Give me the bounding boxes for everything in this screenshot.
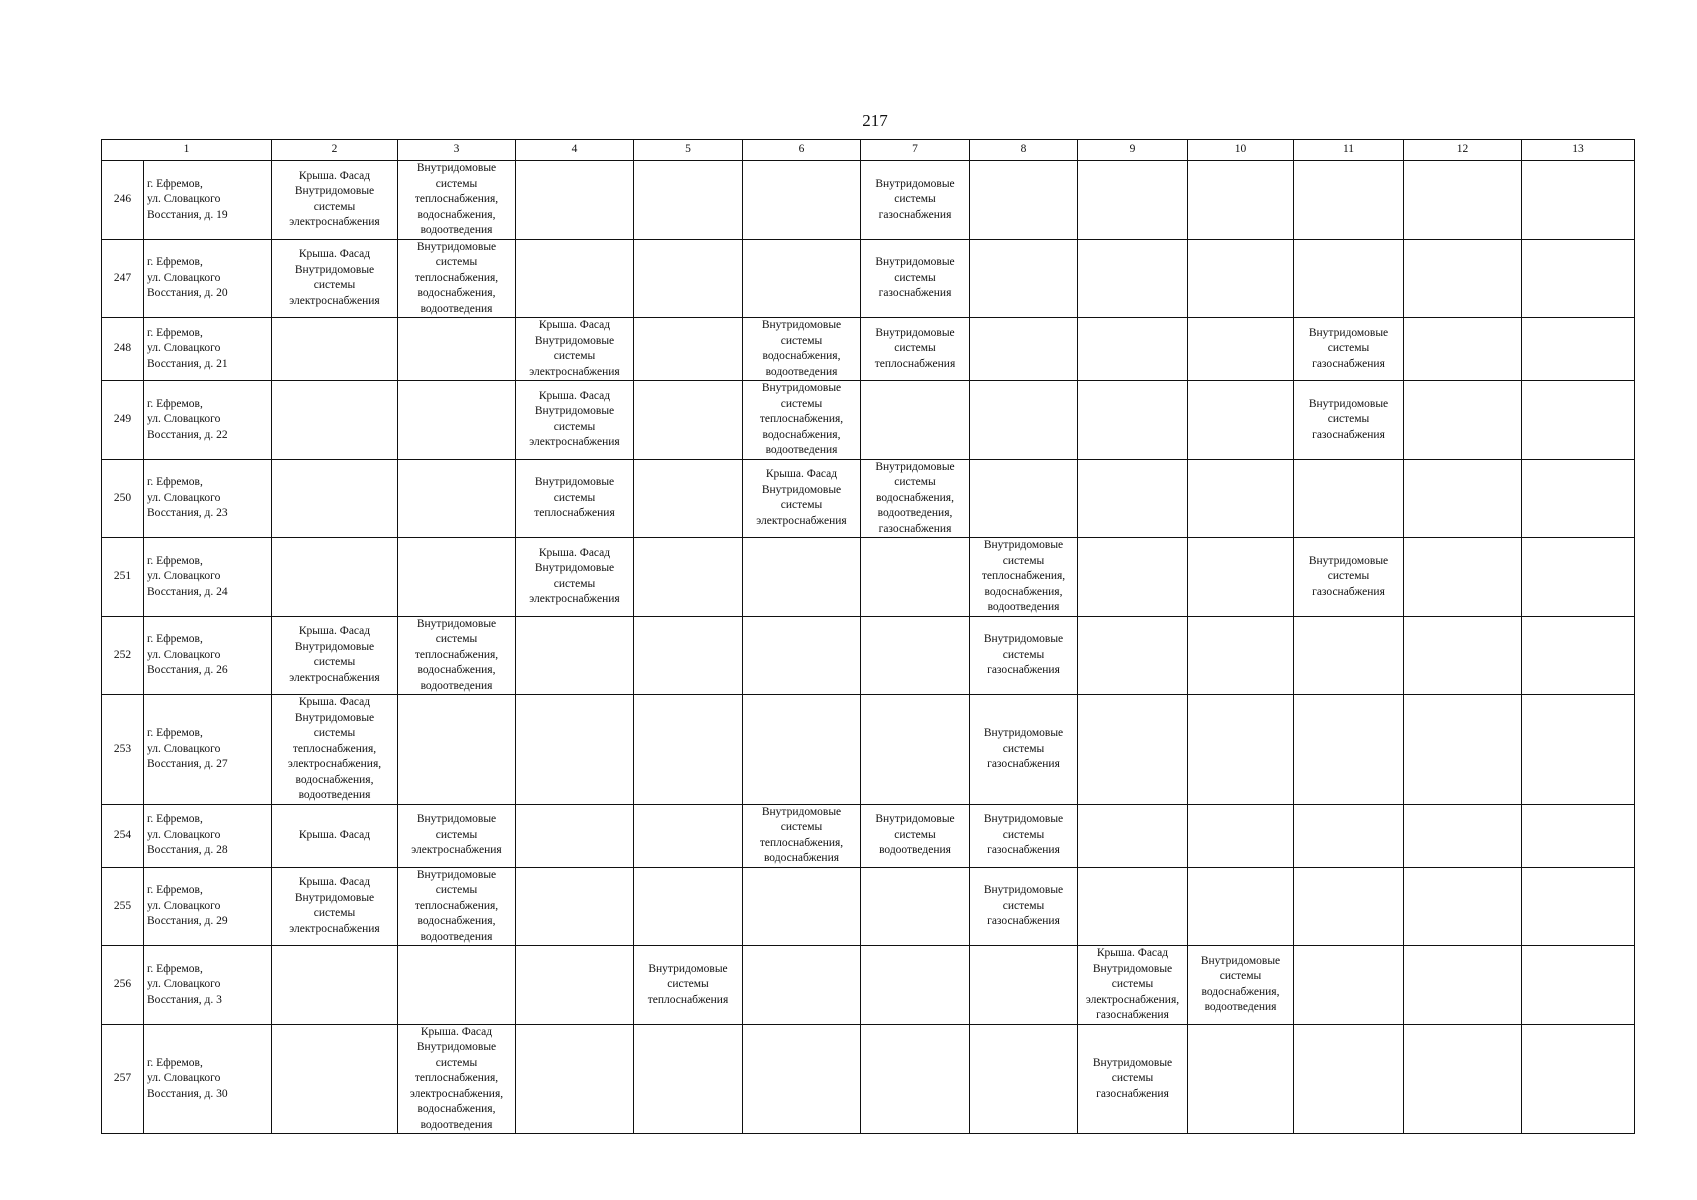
address-text: г. Ефремов, ул. Словацкого Восстания, д. 3 — [147, 962, 222, 1006]
table-cell — [1078, 459, 1188, 538]
table-row — [102, 867, 1635, 946]
table-row — [102, 804, 1635, 867]
table-cell — [1522, 538, 1635, 617]
table-cell — [398, 946, 516, 1025]
address-cell — [144, 804, 272, 867]
cell-text: Внутридомовые системы газоснабжения — [983, 633, 1064, 676]
table-cell — [743, 318, 861, 381]
table-cell — [1404, 318, 1522, 381]
table-cell — [516, 381, 634, 460]
table-cell — [516, 1024, 634, 1134]
table-cell — [1404, 616, 1522, 695]
cell-text: Крыша. Фасад Внутридомовые системы электроснабжения — [289, 625, 380, 684]
table-row — [102, 459, 1635, 538]
page-number: 217 — [862, 111, 888, 130]
table-cell — [1294, 804, 1404, 867]
cell-text: Крыша. Фасад Внутридомовые системы электроснабжения — [289, 169, 380, 229]
address-cell — [144, 946, 272, 1025]
table-cell — [272, 239, 398, 318]
row-number: 252 — [102, 616, 144, 695]
cell-text: Внутридомовые системы газоснабжения — [875, 256, 955, 299]
table-cell — [272, 318, 398, 381]
row-number: 248 — [102, 318, 144, 381]
table-cell — [272, 867, 398, 946]
table-cell — [1078, 1024, 1188, 1134]
address-cell — [144, 318, 272, 381]
table-cell — [1078, 946, 1188, 1025]
column-header: 11 — [1294, 140, 1404, 161]
table-cell — [398, 616, 516, 695]
cell-text: Внутридомовые системы газоснабжения — [983, 884, 1064, 927]
table-cell — [1188, 616, 1294, 695]
address-cell — [144, 459, 272, 538]
table-cell — [861, 616, 970, 695]
cell-text: Внутридомовые системы теплоснабжения, водоснабжения, водоотведения — [414, 617, 499, 692]
table-cell — [272, 161, 398, 240]
column-header: 2 — [272, 140, 398, 161]
table-cell — [634, 381, 743, 460]
column-header: 5 — [634, 140, 743, 161]
table-cell — [398, 1024, 516, 1134]
table-cell — [743, 538, 861, 617]
row-number: 246 — [102, 161, 144, 240]
cell-text: Внутридомовые системы теплоснабжения, водоснабжения, водоотведения — [414, 240, 499, 315]
table-cell — [516, 239, 634, 318]
cell-text: Внутридомовые системы газоснабжения — [1308, 554, 1389, 598]
cell-text: Крыша. Фасад Внутридомовые системы теплоснабжения, электроснабжения, водоснабжения, водоотведения — [287, 696, 382, 801]
repair-schedule-table — [101, 139, 1635, 1134]
table-cell — [970, 867, 1078, 946]
cell-text: Внутридомовые системы теплоснабжения, водоснабжения — [759, 805, 844, 864]
table-cell — [516, 318, 634, 381]
cell-text: Внутридомовые системы электроснабжения — [411, 813, 502, 857]
address-cell — [144, 161, 272, 240]
row-number: 251 — [102, 538, 144, 617]
address-text: г. Ефремов, ул. Словацкого Восстания, д. 24 — [147, 554, 228, 598]
table-cell — [861, 459, 970, 538]
table-cell — [634, 318, 743, 381]
table-cell — [1078, 616, 1188, 695]
table-cell — [1078, 239, 1188, 318]
table-cell — [516, 459, 634, 538]
cell-text: Крыша. Фасад Внутридомовые системы электроснабжения — [529, 546, 620, 606]
table-cell — [1078, 867, 1188, 946]
cell-text: Внутридомовые системы водоснабжения, водоотведения — [1200, 954, 1281, 1014]
table-cell — [970, 381, 1078, 460]
address-text: г. Ефремов, ул. Словацкого Восстания, д. 23 — [147, 476, 228, 519]
table-cell — [634, 161, 743, 240]
table-cell — [634, 538, 743, 617]
table-cell — [1078, 695, 1188, 805]
table-cell — [970, 161, 1078, 240]
table-cell — [1522, 318, 1635, 381]
table-cell — [1188, 538, 1294, 617]
table-cell — [1078, 318, 1188, 381]
table-row — [102, 161, 1635, 240]
table-cell — [272, 538, 398, 617]
column-header: 4 — [516, 140, 634, 161]
table-cell — [516, 867, 634, 946]
address-text: г. Ефремов, ул. Словацкого Восстания, д. 21 — [147, 326, 228, 370]
cell-text: Внутридомовые системы теплоснабжения — [874, 326, 956, 370]
table-cell — [743, 804, 861, 867]
table-cell — [743, 946, 861, 1025]
table-cell — [861, 695, 970, 805]
table-cell — [1404, 946, 1522, 1025]
table-cell — [1404, 239, 1522, 318]
table-cell — [634, 459, 743, 538]
cell-text: Крыша. Фасад Внутридомовые системы электроснабжения — [529, 389, 620, 449]
cell-text: Внутридомовые системы теплоснабжения — [534, 476, 615, 519]
cell-text: Внутридомовые системы газоснабжения — [1308, 397, 1389, 441]
table-cell — [743, 381, 861, 460]
table-cell — [1188, 239, 1294, 318]
row-number: 256 — [102, 946, 144, 1025]
column-header: 1 — [102, 140, 272, 161]
table-cell — [861, 946, 970, 1025]
table-cell — [398, 239, 516, 318]
table-cell — [1522, 867, 1635, 946]
table-cell — [743, 695, 861, 805]
table-row — [102, 239, 1635, 318]
table-cell — [1522, 695, 1635, 805]
table-row — [102, 381, 1635, 460]
table-cell — [970, 538, 1078, 617]
table-cell — [970, 1024, 1078, 1134]
cell-text: Внутридомовые системы теплоснабжения — [647, 962, 729, 1006]
address-cell — [144, 695, 272, 805]
table-cell — [634, 695, 743, 805]
column-header: 10 — [1188, 140, 1294, 161]
table-cell — [1078, 804, 1188, 867]
header-row — [102, 140, 1635, 161]
cell-text: Внутридомовые системы газоснабжения — [875, 177, 955, 221]
table-cell — [1404, 381, 1522, 460]
table-row — [102, 1024, 1635, 1134]
address-text: г. Ефремов, ул. Словацкого Восстания, д. 19 — [147, 177, 228, 221]
cell-text: Крыша. Фасад — [298, 828, 371, 841]
cell-text: Внутридомовые системы газоснабжения — [983, 727, 1064, 770]
table-cell — [861, 239, 970, 318]
table-cell — [398, 161, 516, 240]
table-cell — [1078, 161, 1188, 240]
row-number: 254 — [102, 804, 144, 867]
table-cell — [1404, 538, 1522, 617]
table-cell — [398, 538, 516, 617]
table-cell — [516, 695, 634, 805]
table-cell — [398, 318, 516, 381]
table-cell — [398, 459, 516, 538]
cell-text: Внутридомовые системы газоснабжения — [1092, 1056, 1173, 1100]
table-cell — [634, 867, 743, 946]
row-number: 247 — [102, 239, 144, 318]
address-text: г. Ефремов, ул. Словацкого Восстания, д. 28 — [147, 813, 228, 857]
table-cell — [1294, 239, 1404, 318]
table-cell — [970, 616, 1078, 695]
address-cell — [144, 239, 272, 318]
table-cell — [743, 616, 861, 695]
cell-text: Крыша. Фасад Внутридомовые системы электроснабжения, газоснабжения — [1085, 947, 1180, 1021]
table-cell — [1188, 867, 1294, 946]
table-cell — [970, 804, 1078, 867]
table-cell — [970, 239, 1078, 318]
table-cell — [970, 318, 1078, 381]
table-row — [102, 946, 1635, 1025]
table-cell — [1294, 946, 1404, 1025]
column-header: 9 — [1078, 140, 1188, 161]
address-cell — [144, 616, 272, 695]
column-header: 8 — [970, 140, 1078, 161]
table-cell — [272, 459, 398, 538]
table-cell — [1522, 459, 1635, 538]
table-cell — [634, 946, 743, 1025]
table-body — [102, 140, 1635, 1134]
table-cell — [743, 1024, 861, 1134]
address-text: г. Ефремов, ул. Словацкого Восстания, д. 26 — [147, 633, 228, 676]
table-cell — [398, 381, 516, 460]
table-cell — [1404, 804, 1522, 867]
cell-text: Крыша. Фасад Внутридомовые системы электроснабжения — [529, 319, 620, 378]
table-cell — [1188, 804, 1294, 867]
cell-text: Внутридомовые системы водоснабжения, водоотведения, газоснабжения — [875, 460, 955, 535]
table-cell — [743, 161, 861, 240]
table-cell — [1188, 381, 1294, 460]
table-cell — [1294, 381, 1404, 460]
table-cell — [1404, 161, 1522, 240]
table-cell — [398, 804, 516, 867]
cell-text: Внутридомовые системы газоснабжения — [983, 813, 1064, 857]
table-cell — [1522, 161, 1635, 240]
table-cell — [634, 239, 743, 318]
table-cell — [861, 161, 970, 240]
address-text: г. Ефремов, ул. Словацкого Восстания, д. 29 — [147, 884, 228, 927]
cell-text: Крыша. Фасад Внутридомовые системы теплоснабжения, электроснабжения, водоснабжения, водоотведения — [409, 1025, 504, 1131]
table-cell — [272, 1024, 398, 1134]
table-cell — [1078, 381, 1188, 460]
table-cell — [1522, 381, 1635, 460]
address-cell — [144, 867, 272, 946]
cell-text: Внутридомовые системы водоснабжения, водоотведения — [761, 319, 842, 378]
table-cell — [1294, 459, 1404, 538]
table-cell — [272, 695, 398, 805]
table-cell — [1188, 695, 1294, 805]
table-cell — [272, 616, 398, 695]
row-number: 250 — [102, 459, 144, 538]
table-cell — [743, 867, 861, 946]
cell-text: Внутридомовые системы газоснабжения — [1308, 326, 1389, 370]
table-row — [102, 538, 1635, 617]
table-cell — [634, 616, 743, 695]
table-cell — [970, 695, 1078, 805]
table-cell — [1188, 459, 1294, 538]
table-cell — [1522, 616, 1635, 695]
table-cell — [1522, 946, 1635, 1025]
column-header: 12 — [1404, 140, 1522, 161]
table-cell — [1294, 616, 1404, 695]
table-cell — [1078, 538, 1188, 617]
table-cell — [516, 616, 634, 695]
table-cell — [398, 867, 516, 946]
table-cell — [970, 946, 1078, 1025]
row-number: 257 — [102, 1024, 144, 1134]
table-cell — [1294, 538, 1404, 617]
table-cell — [1522, 804, 1635, 867]
table-cell — [272, 946, 398, 1025]
table-cell — [516, 161, 634, 240]
table-row — [102, 695, 1635, 805]
address-cell — [144, 381, 272, 460]
table-cell — [516, 538, 634, 617]
table-cell — [1404, 867, 1522, 946]
table-cell — [1294, 695, 1404, 805]
table-cell — [861, 1024, 970, 1134]
table-cell — [398, 695, 516, 805]
cell-text: Внутридомовые системы водоотведения — [875, 813, 955, 857]
cell-text: Внутридомовые системы теплоснабжения, водоснабжения, водоотведения — [414, 868, 499, 943]
table-cell — [272, 804, 398, 867]
table-cell — [1404, 1024, 1522, 1134]
column-header: 13 — [1522, 140, 1635, 161]
cell-text: Крыша. Фасад Внутридомовые системы электроснабжения — [289, 876, 380, 935]
row-number: 253 — [102, 695, 144, 805]
address-text: г. Ефремов, ул. Словацкого Восстания, д. 30 — [147, 1056, 228, 1100]
table-cell — [743, 239, 861, 318]
address-text: г. Ефремов, ул. Словацкого Восстания, д. 22 — [147, 397, 228, 441]
table-row — [102, 616, 1635, 695]
table-cell — [861, 804, 970, 867]
table-cell — [1188, 318, 1294, 381]
table-cell — [516, 804, 634, 867]
table-cell — [516, 946, 634, 1025]
table-cell — [743, 459, 861, 538]
table-cell — [1294, 867, 1404, 946]
table-cell — [861, 318, 970, 381]
cell-text: Внутридомовые системы теплоснабжения, водоснабжения, водоотведения — [759, 382, 844, 456]
address-text: г. Ефремов, ул. Словацкого Восстания, д. 20 — [147, 256, 228, 299]
table-cell — [1188, 946, 1294, 1025]
address-cell — [144, 538, 272, 617]
table-cell — [1404, 695, 1522, 805]
cell-text: Крыша. Фасад Внутридомовые системы электроснабжения — [289, 248, 380, 307]
row-number: 249 — [102, 381, 144, 460]
table-cell — [634, 804, 743, 867]
table-cell — [1522, 239, 1635, 318]
table-row — [102, 318, 1635, 381]
table-cell — [634, 1024, 743, 1134]
table-cell — [1294, 161, 1404, 240]
cell-text: Крыша. Фасад Внутридомовые системы электроснабжения — [756, 468, 847, 527]
table-cell — [970, 459, 1078, 538]
table-cell — [861, 538, 970, 617]
column-header: 7 — [861, 140, 970, 161]
table-cell — [1294, 1024, 1404, 1134]
table-cell — [861, 381, 970, 460]
table-cell — [1404, 459, 1522, 538]
row-number: 255 — [102, 867, 144, 946]
table-cell — [1188, 1024, 1294, 1134]
address-cell — [144, 1024, 272, 1134]
table-cell — [1188, 161, 1294, 240]
address-text: г. Ефремов, ул. Словацкого Восстания, д. 27 — [147, 727, 228, 770]
table-cell — [1522, 1024, 1635, 1134]
column-header: 3 — [398, 140, 516, 161]
cell-text: Внутридомовые системы теплоснабжения, водоснабжения, водоотведения — [981, 539, 1066, 613]
cell-text: Внутридомовые системы теплоснабжения, водоснабжения, водоотведения — [414, 162, 499, 236]
table-cell — [1294, 318, 1404, 381]
column-header: 6 — [743, 140, 861, 161]
table-cell — [272, 381, 398, 460]
table-cell — [861, 867, 970, 946]
